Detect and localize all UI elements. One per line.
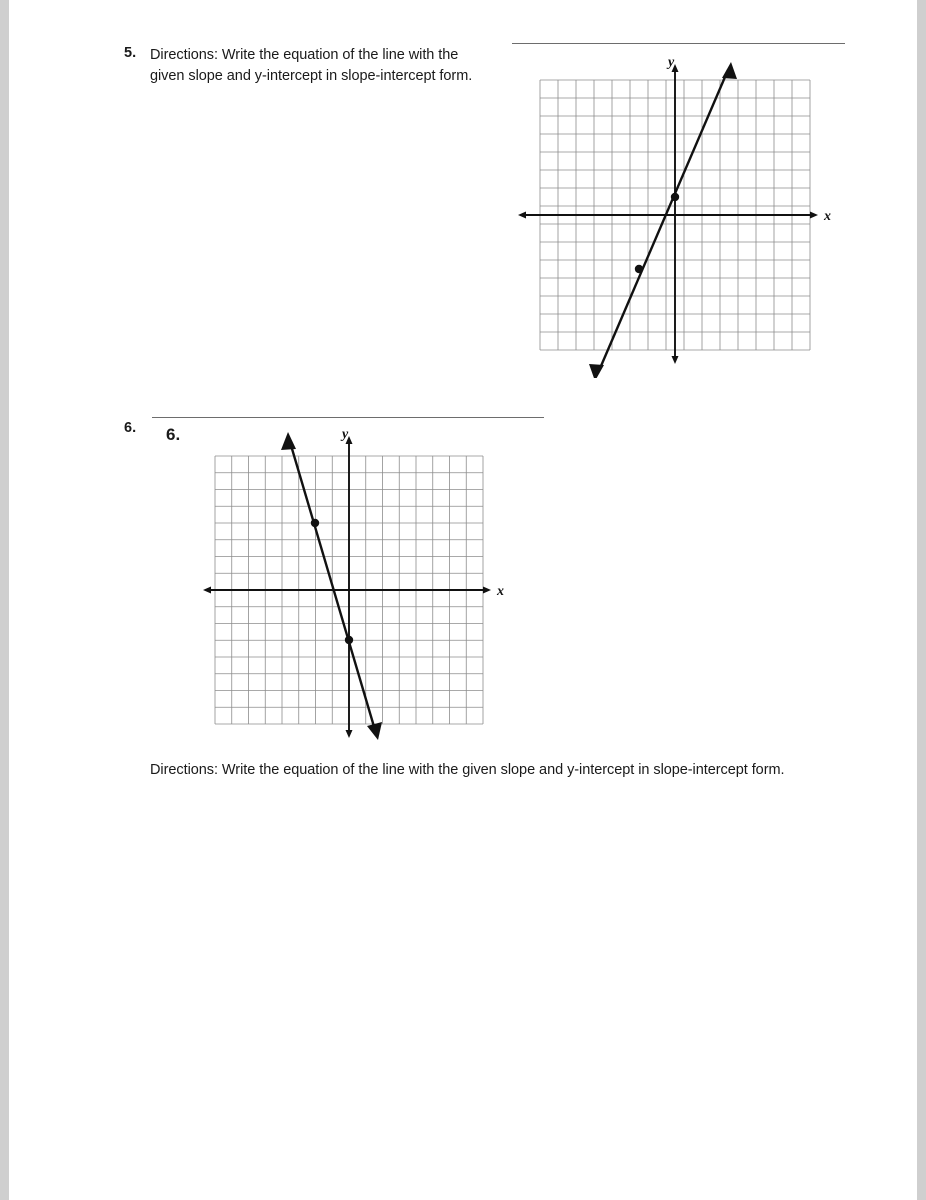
problem-6-inline-number: 6. <box>166 425 181 444</box>
problem-6-number: 6. <box>124 420 137 436</box>
problem-5-graph <box>512 48 845 378</box>
point-second <box>635 265 643 273</box>
x-axis-label: x <box>497 584 504 599</box>
point-y-intercept <box>671 193 679 201</box>
page-edge-right <box>917 0 926 1200</box>
plotted-line <box>589 62 737 378</box>
point-second <box>311 519 319 527</box>
problem-6-graph <box>195 420 525 750</box>
problem-5-coordinate-plane <box>512 48 845 378</box>
problem-6-answer-line <box>152 417 544 418</box>
problem-6-coordinate-plane <box>195 420 525 750</box>
problem-5-directions: Directions: Write the equation of the line with the given slope and y-intercept in slope-intercept form. <box>150 47 473 85</box>
problem-6-directions: Directions: Write the equation of the line with the given slope and y-intercept in slope-intercept form. <box>150 762 785 778</box>
axes <box>209 442 485 732</box>
page-edge-left <box>0 0 9 1200</box>
problem-5-answer-line <box>512 43 845 44</box>
y-axis-label: y <box>342 427 349 442</box>
x-axis-label: x <box>824 209 831 224</box>
axis-arrowheads <box>518 64 818 364</box>
y-axis-label: y <box>668 55 675 70</box>
axis-arrowheads <box>203 436 491 738</box>
point-y-intercept <box>345 636 353 644</box>
problem-5-number: 5. <box>124 45 137 61</box>
plotted-line <box>281 432 382 740</box>
axes <box>524 70 812 358</box>
